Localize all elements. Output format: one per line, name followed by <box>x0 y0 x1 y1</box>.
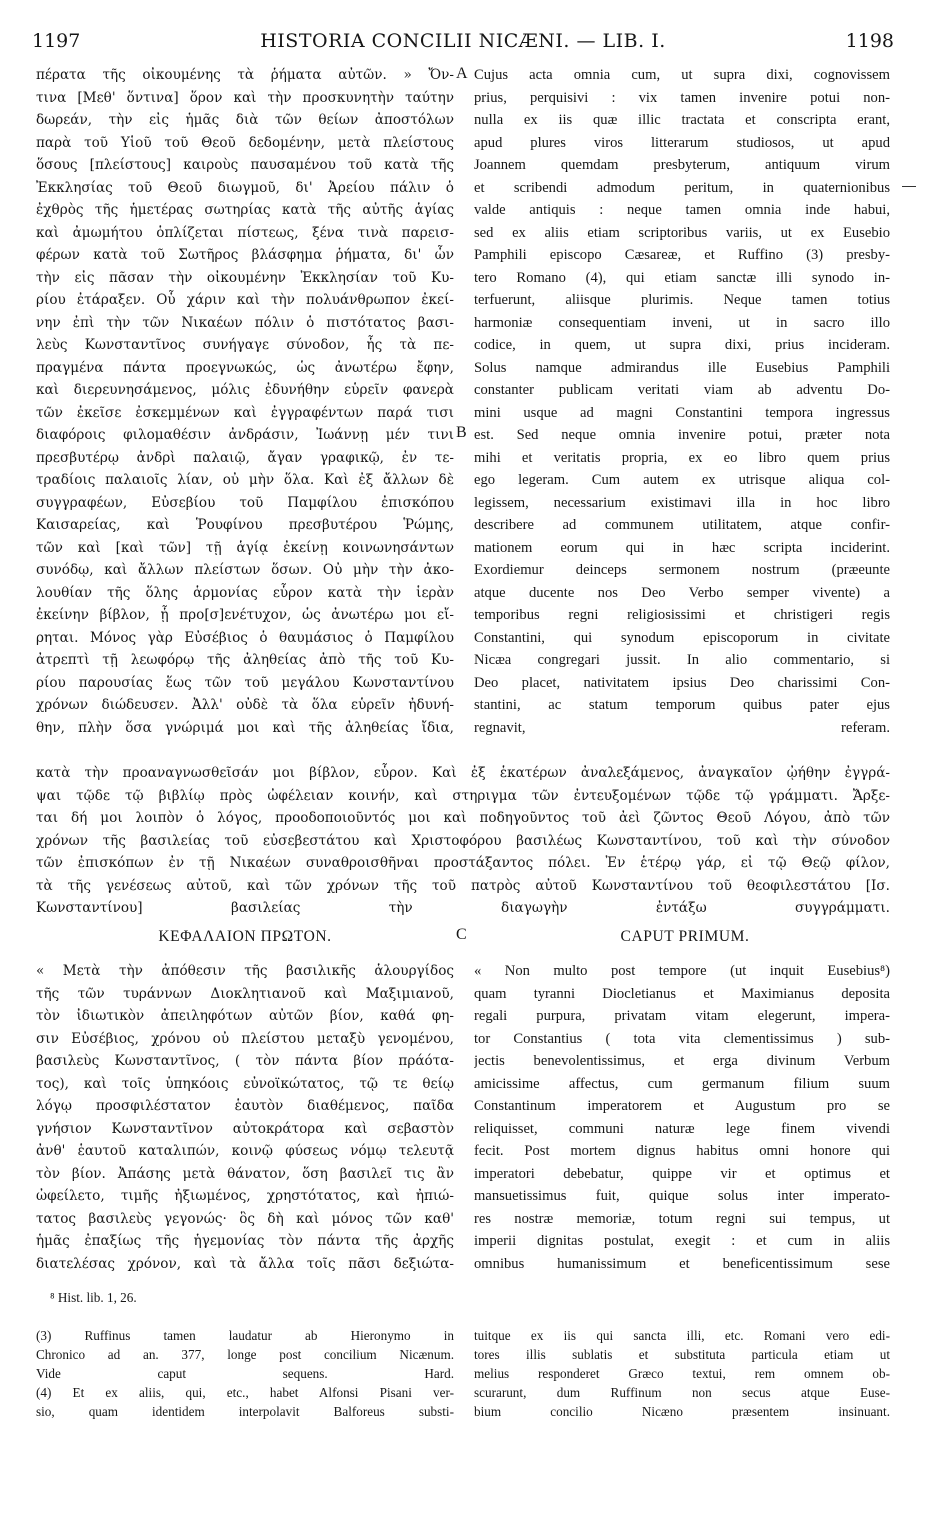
running-header <box>32 30 894 56</box>
latin-chapter-one <box>474 960 890 1275</box>
column-marker-c: C <box>456 926 467 943</box>
greek-ch1-line: γνήσιον Κωνσταντῖνον αὐτοκράτορα καὶ σεβαστὸν <box>36 1120 454 1137</box>
greek-ch1-line: διατελέσας χρόνον, καὶ τὰ ἄλλα τοῖς πᾶσι δεξιώτα- <box>36 1255 454 1272</box>
greek-top-line: Ἐκκλησίας τοῦ Θεοῦ διωγμοῦ, δι' Ἀρείου πάλιν ὁ <box>36 179 454 196</box>
greek-full-line: ψαι τῷδε τῷ βιβλίῳ πρὸς ὠφέλειαν κοινήν, καὶ στηριγμα τῶν ἐντευξομένων τῷδε τῷ γράμματι. Ἄρξε- <box>36 787 890 804</box>
footnotes-left-line: sio, quam identidem interpolavit Balforeus substi- <box>36 1404 454 1419</box>
greek-chapter-one <box>36 960 454 1275</box>
latin-column-top <box>474 64 890 739</box>
greek-ch1-line: βασιλεὺς Κωνσταντῖνος, ( τὸν πάντα βίον πράότα- <box>36 1053 454 1069</box>
latin-top-line: Constantini, qui synodum episcoporum in civitate <box>474 629 890 646</box>
latin-ch1-line: mansuetissimus fuit, quique solus inter imperato- <box>474 1188 890 1204</box>
column-marker-b: B <box>456 424 467 441</box>
latin-ch1-line: res nostræ memoriæ, totum regni sui tempus, ut <box>474 1210 890 1227</box>
greek-column-top <box>36 64 454 739</box>
footnotes-right-line: melius responderet Græco textui, rem omnem ob- <box>474 1366 890 1381</box>
greek-full-line: ται δή μοι λοιπὸν ὁ λόγος, προοδοποιοῦντός μοι καὶ ποδηγοῦντος τοῦ ἀεὶ ζῶντος Θεοῦ Λόγου, ἀπὸ τῶν <box>36 810 890 826</box>
latin-top-line: legissem, necessarium existimavi illa in hoc libro <box>474 494 890 511</box>
greek-top-line: ρίου παρουσίας ἕως τῶν τοῦ μεγάλου Κωνσταντίνου <box>36 674 454 691</box>
greek-top-line: ἐκείνην βίβλον, ᾗ προ[σ]ενέτυχον, ὡς ἀνωτέρω μοι εἴ- <box>36 607 454 623</box>
greek-top-line: τραδίοις παλαιοῖς λίαν, οὐ μὴν ὅλα. Καὶ ἐξ ἄλλων δὲ <box>36 472 454 488</box>
greek-ch1-line: λόγῳ προσφιλέστατον ἑαυτὸν διαθέμενος, παῖδα <box>36 1098 454 1114</box>
latin-ch1-line: omnibus humanissimum et beneficentissimum sese <box>474 1255 890 1272</box>
footnotes-right-line: tores illis sublatis et substituta particula etiam ut <box>474 1347 890 1362</box>
greek-full-line: τῶν ἐπισκόπων ἐν τῇ Νικαέων συναθροισθῆναι προστάξαντος πόλει. Ἐν ἑτέρῳ γάρ, εἰ τῷ Θεῷ φίλον, <box>36 855 890 871</box>
greek-top-line: ρίου ἐτάραξεν. Οὗ χάριν καὶ τὴν πολυάνθρωπον ἐκεί- <box>36 292 454 308</box>
column-marker-a: A <box>456 65 468 82</box>
latin-ch1-line: imperii dignitas postulat, exegit : et cum in aliis <box>474 1233 890 1249</box>
greek-top-line: ἐχθρὸς τῆς ἡμετέρας σωτηρίας κατὰ τῆς αὐτῆς ἁγίας <box>36 202 454 218</box>
latin-top-line: Deo placet, nativitatem ipsius Deo charissimi Con- <box>474 674 890 691</box>
footnotes-left-line: Chronico ad an. 377, longe post concilium Nicænum. <box>36 1347 454 1362</box>
latin-top-line: atque ducente nos Deo Verbo semper vivente) a <box>474 584 890 601</box>
latin-ch1-line: jectis benevolentissimus, et erga divinum Verbum <box>474 1053 890 1069</box>
latin-top-line: constanter publicam veritati viam ab adventu Do- <box>474 382 890 398</box>
greek-top-line: λουθίαν τῆς ὅλης ἁρμονίας εὗρον κατὰ τὴν ἱερὰν <box>36 584 454 601</box>
latin-ch1-line: amicissime affectus, cum germanum filium suum <box>474 1075 890 1092</box>
footnotes-left <box>36 1326 454 1421</box>
latin-top-line: et scribendi admodum peritum, in quaternionibus <box>474 179 890 196</box>
greek-top-line: τῶν ἐκεῖσε ἐσκεμμένων καὶ ἐγγραφέντων παρά τισι <box>36 404 454 421</box>
latin-top-line: nulla ex iis quæ illic tractata et conscripta erant, <box>474 112 890 128</box>
greek-top-line: φέρων κατὰ τοῦ Σωτῆρος βλάσφημα ῥήματα, δι' ὧν <box>36 247 454 263</box>
greek-ch1-line: τὸν ἰδιωτικὸν ἀπειληφότων αὐτῶν βίον, καθά φη- <box>36 1008 454 1024</box>
latin-ch1-line: quam tyranni Diocletianus et Maximianus deposita <box>474 985 890 1002</box>
latin-ch1-line: reliquisset, communi naturæ lege finem vivendi <box>474 1120 890 1137</box>
latin-top-line: valde antiquis : neque tamen omnia inde habui, <box>474 202 890 218</box>
greek-top-line: ὅσους [πλείστους] καιροὺς παυσαμένου τοῦ κατὰ τῆς <box>36 157 454 173</box>
latin-top-line: harmoniæ consequentiam inveni, ut in sacro illo <box>474 314 890 331</box>
latin-top-line: regnavit, referam. <box>474 719 890 736</box>
greek-top-line: τῶν καὶ [καὶ τῶν] τῇ ἁγίᾳ ἐκείνῃ κοινωνησάντων <box>36 539 454 556</box>
greek-ch1-line: ὠφείλετο, τιμῆς ἠξιωμένος, χρηστότατος, καὶ ἠπιώ- <box>36 1188 454 1204</box>
greek-top-line: χρόνων διώδευσεν. Ἀλλ' οὐδὲ τὰ ὅλα εὑρεῖν ἠδυνή- <box>36 697 454 713</box>
running-title: HISTORIA CONCILII NICÆNI. — LIB. I. <box>260 30 666 52</box>
latin-top-line: apud plures viros litterarum studiosos, ut apud <box>474 134 890 151</box>
greek-ch1-line: ἡμᾶς ἐπαξίως τῆς ἡγεμονίας τὸν πάντα τῆς ἀρχῆς <box>36 1233 454 1249</box>
footnotes-right-line: bium concilio Nicæno præsentem insinuant. <box>474 1404 890 1419</box>
footnotes-left-line: Vide caput sequens. Hard. <box>36 1366 454 1381</box>
latin-top-line: ego legeram. Cum autem ex utrisque aliqua col- <box>474 472 890 488</box>
latin-top-line: temporibus regni religiosissimi et christigeri regis <box>474 607 890 623</box>
footnote-ref-text: ⁸ Hist. lib. 1, 26. <box>50 1290 137 1305</box>
latin-top-line: mihi et veritatis propria, ex eo libro quem prius <box>474 449 890 466</box>
latin-top-line: tero Romano (4), qui etiam sanctæ illi synodo in- <box>474 269 890 286</box>
greek-top-line: τὴν εἰς πᾶσαν τὴν οἰκουμένην Ἐκκλησίαν τοῦ Κυ- <box>36 269 454 286</box>
footnote-reference <box>50 1288 450 1307</box>
latin-top-line: Nicæa congregari jussit. In alio commentario, si <box>474 652 890 668</box>
latin-top-line: Solus namque admirandus ille Eusebius Pamphili <box>474 359 890 376</box>
latin-top-line: terfuerunt, aliisque plurimis. Neque tamen totius <box>474 292 890 308</box>
greek-ch1-line: τῆς τῶν τυράννων Διοκλητιανοῦ καὶ Μαξιμιανοῦ, <box>36 985 454 1002</box>
latin-top-line: Exordiemur deinceps sermonem nostrum (præeunte <box>474 562 890 578</box>
latin-chapter-heading: CAPUT PRIMUM. <box>620 928 750 945</box>
latin-top-line: Cujus acta omnia cum, ut supra dixi, cognovissem <box>474 67 890 83</box>
latin-ch1-line: imperatori debebatur, quippe vir et optimus et <box>474 1165 890 1182</box>
greek-full-line: κατὰ τὴν προαναγνωσθεῖσάν μοι βίβλον, εὗρον. Καὶ ἐξ ἑκατέρων ἀναλεξάμενος, ἀναγκαῖον ᾠήθην ἐγγρά- <box>36 765 890 781</box>
greek-ch1-line: τατος βασιλεὺς γεγονώς· ὃς δὴ καὶ μόνος τῶν καθ' <box>36 1210 454 1227</box>
latin-top-line: sed ex aliis etiam scriptoribus variis, ut ex Eusebio <box>474 224 890 241</box>
greek-chapter-heading: ΚΕΦΑΛΑΙΟΝ ΠΡΩΤΟΝ. <box>158 928 332 945</box>
greek-top-line: παρὰ τοῦ Υἱοῦ τοῦ Θεοῦ δεδομένην, μετὰ πλείστους <box>36 134 454 151</box>
greek-top-line: καὶ ἀμωμήτου ὁπλίζεται πίστεως, ξένα τινὰ παρεισ- <box>36 224 454 241</box>
greek-full-line: χρόνων τῆς βασιλείας τοῦ εὐσεβεστάτου καὶ Χριστοφόρου βασιλέως Κωνσταντίνου, τοῦ καὶ τὴν σύνοδον <box>36 832 890 849</box>
footnotes-left-line: (4) Et ex aliis, qui, etc., habet Alfonsi Pisani ver- <box>36 1385 454 1400</box>
latin-ch1-line: tor Constantius ( tota vita clementissimus ) sub- <box>474 1030 890 1047</box>
footnotes-right <box>474 1326 890 1421</box>
greek-ch1-line: τὸν βίον. Ἀπάσης μετὰ θάνατον, ὅση βασιλεῖ τις ἂν <box>36 1165 454 1182</box>
greek-top-line: συγγραφέων, Εὐσεβίου τοῦ Παμφίλου ἐπισκόπου <box>36 494 454 511</box>
latin-top-line: mini usque ad magni Constantini tempora ingressus <box>474 404 890 421</box>
greek-top-line: δωρεάν, τὴν εἰς ἡμᾶς διὰ τῶν θείων ἀποστόλων <box>36 112 454 128</box>
greek-top-line: διαφόροις φιλομαθέσιν ἀνδράσιν, Ἰωάννῃ μέν τινι <box>36 427 454 443</box>
greek-ch1-line: « Μετὰ τὴν ἀπόθεσιν τῆς βασιλικῆς ἁλουργίδος <box>36 963 454 979</box>
latin-top-line: mationem eorum qui in hæc scripta inciderint. <box>474 539 890 556</box>
latin-top-line: describere ad communem utilitatem, atque confir- <box>474 517 890 533</box>
latin-ch1-line: « Non multo post tempore (ut inquit Eusebius⁸) <box>474 963 890 979</box>
greek-top-line: Καισαρείας, καὶ Ῥουφίνου πρεσβυτέρου Ῥώμης, <box>36 517 454 533</box>
greek-ch1-line: τος), καὶ τοῖς ὑπηκόοις εὐνοϊκώτατος, τῷ τε θείῳ <box>36 1075 454 1092</box>
greek-ch1-line: ἀνθ' ἑαυτοῦ καταλιπών, κοινῷ φύσεως νόμῳ τελευτᾷ <box>36 1143 454 1159</box>
greek-top-line: πραγμένα πάντα προεγνωκώς, ὡς ἀνωτέρω ἔφην, <box>36 359 454 376</box>
page-number-right: 1198 <box>845 30 894 52</box>
greek-top-line: ρηται. Μόνος γὰρ Εὐσέβιος ὁ θαυμάσιος ὁ Παμφίλου <box>36 629 454 646</box>
latin-top-line: codice, in quem, ut supra dixi, prius incideram. <box>474 337 890 353</box>
latin-top-line: Pamphili episcopo Cæsareæ, et Ruffino (3) presby- <box>474 247 890 263</box>
greek-top-line: πέρατα τῆς οἰκουμένης τὰ ῥήματα αὐτῶν. » Ὄν- <box>36 67 454 83</box>
greek-full-width-paragraph <box>36 762 890 920</box>
footnotes-left-line: (3) Ruffinus tamen laudatur ab Hieronymo in <box>36 1328 454 1343</box>
greek-top-line: λεὺς Κωνσταντῖνος συνήγαγε σύνοδον, ἧς τὰ πε- <box>36 337 454 353</box>
greek-ch1-line: σιν Εὐσέβιος, χρόνου οὐ πλείστου μεταξὺ γενομένου, <box>36 1030 454 1047</box>
latin-top-line: Joannem quemdam presbyterum, antiquum virum <box>474 157 890 173</box>
latin-top-line: prius, perquisivi : vix tamen invenire potui non- <box>474 89 890 106</box>
latin-ch1-line: Constantinum imperatorem et Augustum pro se <box>474 1098 890 1114</box>
greek-top-line: ἀτρεπτὶ τῇ λεωφόρῳ τῆς ἀληθείας ἀπὸ τῆς τοῦ Κυ- <box>36 652 454 668</box>
greek-full-line: τὰ τῆς γενέσεως αὐτοῦ, καὶ τῶν χρόνων τῆς τοῦ πατρὸς αὐτοῦ Κωνσταντίνου τοῦ θεοφιλεστάτου [Ισ. <box>36 877 890 894</box>
greek-top-line: νην ἐπὶ τὴν τῶν Νικαέων πόλιν ὁ πιστότατος βασι- <box>36 314 454 331</box>
greek-top-line: καὶ διερευνησάμενος, μόλις ἐδυνήθην εὑρεῖν φανερὰ <box>36 382 454 398</box>
greek-top-line: συνόδῳ, καὶ ἄλλων πλείστων ὅσων. Οὐ μὴν τὴν ἀκο- <box>36 562 454 578</box>
latin-ch1-line: fecit. Post mortem dignus habitus omni honore qui <box>474 1143 890 1159</box>
greek-full-line: Κωνσταντίνου] βασιλείας τὴν διαγωγὴν ἐντάξω συγγράμματι. <box>36 900 890 916</box>
page-number-left: 1197 <box>32 30 81 52</box>
greek-top-line: τινα [Μεθ' ὅντινα] ὅρον καὶ τὴν προσκυνητὴν ταύτην <box>36 89 454 106</box>
footnotes-right-line: scurarunt, dum Ruffinum non secus atque Euse- <box>474 1385 890 1400</box>
footnotes-right-line: tuitque ex iis qui sancta illi, etc. Romani vero edi- <box>474 1328 890 1343</box>
margin-mark <box>902 186 916 187</box>
latin-ch1-line: regali purpura, privatam vitam elegerunt, impera- <box>474 1008 890 1024</box>
greek-top-line: θην, πλὴν ὅσα γνώριμά μοι καὶ τῆς ἀληθείας ἴδια, <box>36 719 454 736</box>
latin-top-line: est. Sed neque omnia invenire potui, præter nota <box>474 427 890 443</box>
greek-top-line: πρεσβυτέρῳ ἀνδρὶ παλαιῷ, ἄγαν γραφικῷ, ἐν τε- <box>36 449 454 466</box>
latin-top-line: stantini, ac statum temporum quibus pater ejus <box>474 697 890 713</box>
